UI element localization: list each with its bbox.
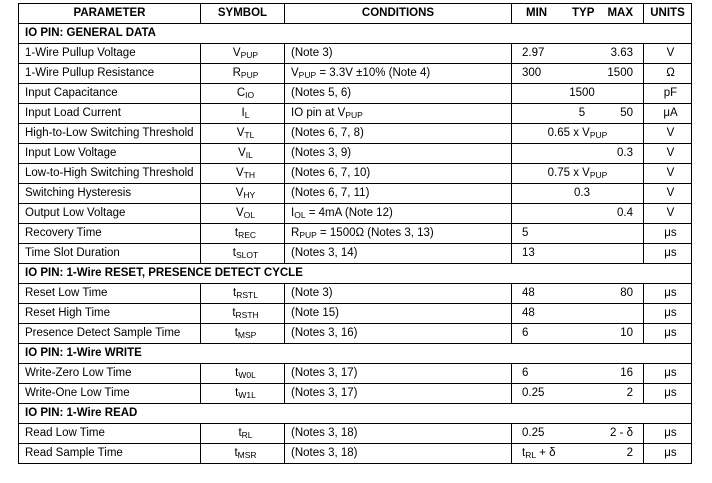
condition-text: = 3.3V ±10% (Note 4) — [316, 67, 431, 79]
min-value — [522, 284, 535, 303]
min-value-text: 0.25 — [522, 427, 545, 439]
symbol-subscript: MSP — [237, 330, 257, 340]
symbol-cell — [201, 364, 285, 384]
units-cell: μs — [644, 244, 692, 264]
typ-value: 0.3 — [574, 187, 590, 199]
symbol-subscript: TL — [244, 130, 255, 140]
min-value — [522, 64, 541, 83]
conditions-cell — [285, 44, 512, 64]
units-cell: μs — [644, 284, 692, 304]
electrical-characteristics-table — [18, 3, 692, 464]
condition-text: (Note 15) — [291, 307, 339, 319]
symbol-subscript: REC — [238, 230, 257, 240]
conditions-cell — [285, 324, 512, 344]
min-typ-max-cell — [512, 44, 644, 64]
header-conditions: CONDITIONS — [285, 4, 512, 24]
min-typ-max-cell — [512, 124, 644, 144]
symbol-base: t — [234, 327, 238, 339]
condition-text: (Notes 6, 7, 10) — [291, 167, 371, 179]
symbol-cell — [201, 284, 285, 304]
max-value: 16 — [620, 367, 633, 379]
max-value: 0.3 — [617, 147, 633, 159]
table-row — [19, 84, 692, 104]
min-typ-max-cell — [512, 144, 644, 164]
condition-text: (Notes 3, 17) — [291, 367, 358, 379]
min-typ-max-cell — [512, 104, 644, 124]
symbol-cell — [201, 304, 285, 324]
parameter-cell: Low-to-High Switching Threshold — [19, 164, 201, 184]
condition-text: (Notes 5, 6) — [291, 87, 352, 99]
symbol-subscript: W0L — [238, 370, 256, 380]
section-title: IO PIN: 1-Wire READ — [19, 404, 692, 424]
max-value: 50 — [620, 107, 633, 119]
symbol-cell — [201, 244, 285, 264]
max-value: 0.4 — [617, 207, 633, 219]
table-row — [19, 384, 692, 404]
min-value-text: 300 — [522, 67, 542, 79]
min-value — [522, 364, 528, 383]
section-title: IO PIN: 1-Wire RESET, PRESENCE DETECT CYCLE — [19, 264, 692, 284]
parameter-cell: Input Low Voltage — [19, 144, 201, 164]
min-value — [522, 384, 544, 403]
section-title: IO PIN: GENERAL DATA — [19, 24, 692, 44]
max-value: 10 — [620, 327, 633, 339]
parameter-cell: Input Capacitance — [19, 84, 201, 104]
parameter-cell: 1-Wire Pullup Voltage — [19, 44, 201, 64]
min-typ-max-cell — [512, 244, 644, 264]
min-value — [522, 444, 556, 463]
header-min-typ-max — [512, 4, 644, 24]
parameter-cell: Input Load Current — [19, 104, 201, 124]
table-row — [19, 224, 692, 244]
table-row — [19, 204, 692, 224]
symbol-base: R — [232, 67, 241, 79]
symbol-cell — [201, 384, 285, 404]
min-value-prefix: t — [522, 447, 526, 459]
parameter-cell: Read Low Time — [19, 424, 201, 444]
min-value — [522, 44, 544, 63]
min-value-text: 5 — [522, 227, 529, 239]
symbol-subscript: RSTL — [236, 290, 258, 300]
parameter-cell: Reset Low Time — [19, 284, 201, 304]
section-header-row — [19, 264, 692, 284]
header-symbol: SYMBOL — [201, 4, 285, 24]
condition-prefix: I — [291, 207, 295, 219]
min-value-text: 13 — [522, 247, 535, 259]
condition-prefix: V — [291, 67, 299, 79]
symbol-cell — [201, 324, 285, 344]
symbol-subscript: MSR — [237, 450, 257, 460]
condition-subscript: PUP — [345, 110, 363, 120]
table-row — [19, 44, 692, 64]
conditions-cell — [285, 64, 512, 84]
units-cell: μs — [644, 384, 692, 404]
min-value-text: 48 — [522, 287, 535, 299]
symbol-cell — [201, 224, 285, 244]
max-value: 80 — [620, 287, 633, 299]
symbol-cell — [201, 44, 285, 64]
parameter-cell: Write-Zero Low Time — [19, 364, 201, 384]
typical-value — [548, 124, 608, 143]
section-header-row — [19, 344, 692, 364]
units-cell: V — [644, 184, 692, 204]
table-body — [19, 24, 692, 464]
condition-subscript: PUP — [298, 70, 317, 80]
units-cell: μs — [644, 304, 692, 324]
symbol-subscript: TH — [243, 170, 255, 180]
parameter-cell: High-to-Low Switching Threshold — [19, 124, 201, 144]
table-row — [19, 244, 692, 264]
min-value — [522, 224, 528, 243]
symbol-base: t — [235, 367, 239, 379]
symbol-base: t — [233, 287, 237, 299]
min-value — [522, 244, 535, 263]
symbol-base: t — [234, 227, 239, 239]
units-cell: V — [644, 124, 692, 144]
condition-subscript: PUP — [299, 230, 317, 240]
section-header-row — [19, 404, 692, 424]
parameter-cell: Reset High Time — [19, 304, 201, 324]
symbol-base: t — [232, 247, 236, 259]
units-cell: μs — [644, 424, 692, 444]
units-cell: V — [644, 164, 692, 184]
min-typ-max-cell — [512, 164, 644, 184]
table-row — [19, 184, 692, 204]
conditions-cell — [285, 424, 512, 444]
min-value-subscript: RL — [525, 450, 537, 460]
condition-text: (Note 3) — [291, 287, 333, 299]
symbol-cell — [201, 204, 285, 224]
header-units: UNITS — [644, 4, 692, 24]
condition-text: (Notes 3, 14) — [291, 247, 358, 259]
min-typ-max-cell — [512, 384, 644, 404]
symbol-cell — [201, 104, 285, 124]
symbol-subscript: IO — [245, 90, 255, 100]
min-value-text: 48 — [522, 307, 535, 319]
max-value: 2 — [626, 387, 633, 399]
parameter-cell: Read Sample Time — [19, 444, 201, 464]
conditions-cell — [285, 244, 512, 264]
symbol-base: V — [238, 147, 246, 159]
condition-text: = 4mA (Note 12) — [305, 207, 393, 219]
symbol-base: t — [232, 307, 236, 319]
min-typ-max-cell — [512, 364, 644, 384]
header-typ: TYP — [572, 7, 595, 19]
symbol-cell — [201, 124, 285, 144]
symbol-cell — [201, 144, 285, 164]
parameter-cell: Write-One Low Time — [19, 384, 201, 404]
min-value — [522, 324, 528, 343]
conditions-cell — [285, 304, 512, 324]
symbol-subscript: OL — [243, 210, 255, 220]
conditions-cell — [285, 184, 512, 204]
symbol-base: t — [234, 447, 238, 459]
symbol-base: V — [235, 207, 244, 219]
units-cell: Ω — [644, 64, 692, 84]
table-row — [19, 324, 692, 344]
conditions-cell — [285, 384, 512, 404]
symbol-subscript: W1L — [238, 390, 256, 400]
typical-value-subscript: PUP — [589, 130, 608, 140]
condition-text: = 1500Ω (Notes 3, 13) — [316, 227, 434, 239]
symbol-base: C — [236, 87, 246, 99]
min-value-text: 6 — [522, 327, 529, 339]
symbol-subscript: L — [244, 110, 250, 120]
min-typ-max-cell — [512, 324, 644, 344]
condition-text: (Notes 3, 16) — [291, 327, 358, 339]
condition-text: IO pin at V — [291, 107, 346, 119]
conditions-cell — [285, 124, 512, 144]
typical-value — [548, 164, 608, 183]
table-row — [19, 424, 692, 444]
table-row — [19, 304, 692, 324]
condition-subscript: OL — [294, 210, 306, 220]
symbol-cell — [201, 184, 285, 204]
table-row — [19, 284, 692, 304]
symbol-subscript: RL — [241, 430, 253, 440]
units-cell: μA — [644, 104, 692, 124]
min-typ-max-cell — [512, 444, 644, 464]
max-value: 2 — [626, 447, 633, 459]
table-row — [19, 124, 692, 144]
symbol-base: t — [238, 427, 242, 439]
max-value: 3.63 — [610, 47, 633, 59]
symbol-base: V — [232, 47, 241, 59]
condition-text: (Notes 3, 18) — [291, 447, 358, 459]
table-row — [19, 364, 692, 384]
parameter-cell: Time Slot Duration — [19, 244, 201, 264]
typical-value-text: 0.65 x V — [547, 127, 590, 139]
table-row — [19, 104, 692, 124]
min-typ-max-cell — [512, 284, 644, 304]
min-value — [522, 304, 535, 323]
min-typ-max-cell — [512, 184, 644, 204]
condition-text: (Notes 3, 9) — [291, 147, 352, 159]
condition-prefix: R — [291, 227, 300, 239]
parameter-cell: Output Low Voltage — [19, 204, 201, 224]
header-max: MAX — [607, 7, 633, 19]
units-cell: pF — [644, 84, 692, 104]
conditions-cell — [285, 204, 512, 224]
max-value: 1500 — [607, 67, 633, 79]
symbol-cell — [201, 64, 285, 84]
units-cell: μs — [644, 224, 692, 244]
symbol-base: V — [235, 167, 244, 179]
condition-text: (Notes 6, 7, 11) — [291, 187, 370, 199]
min-typ-max-cell — [512, 424, 644, 444]
units-cell: μs — [644, 444, 692, 464]
header-parameter: PARAMETER — [19, 4, 201, 24]
min-typ-max-cell — [512, 304, 644, 324]
symbol-base: V — [236, 127, 245, 139]
min-typ-max-cell — [512, 204, 644, 224]
table-row — [19, 144, 692, 164]
typ-value: 1500 — [569, 87, 595, 99]
min-value-text: 2.97 — [522, 47, 545, 59]
section-title: IO PIN: 1-Wire WRITE — [19, 344, 692, 364]
parameter-cell: 1-Wire Pullup Resistance — [19, 64, 201, 84]
min-value-text: + δ — [536, 447, 556, 459]
min-typ-max-cell — [512, 64, 644, 84]
symbol-subscript: PUP — [240, 50, 259, 60]
conditions-cell — [285, 364, 512, 384]
min-value — [522, 424, 544, 443]
min-typ-max-cell — [512, 84, 644, 104]
conditions-cell — [285, 444, 512, 464]
symbol-cell — [201, 84, 285, 104]
parameter-cell: Presence Detect Sample Time — [19, 324, 201, 344]
min-value-text: 6 — [522, 367, 529, 379]
symbol-base: I — [241, 107, 245, 119]
condition-text: (Notes 6, 7, 8) — [291, 127, 364, 139]
symbol-subscript: SLOT — [236, 250, 259, 260]
units-cell: V — [644, 144, 692, 164]
conditions-cell — [285, 224, 512, 244]
symbol-base: V — [235, 187, 244, 199]
units-cell: V — [644, 44, 692, 64]
typical-value-subscript: PUP — [589, 170, 608, 180]
symbol-cell — [201, 164, 285, 184]
conditions-cell — [285, 144, 512, 164]
section-header-row — [19, 24, 692, 44]
units-cell: μs — [644, 324, 692, 344]
condition-text: (Notes 3, 18) — [291, 427, 358, 439]
symbol-base: t — [235, 387, 239, 399]
header-min: MIN — [526, 7, 548, 19]
table-row — [19, 164, 692, 184]
table-row — [19, 444, 692, 464]
conditions-cell — [285, 84, 512, 104]
units-cell: μs — [644, 364, 692, 384]
symbol-subscript: RSTH — [235, 310, 259, 320]
min-value-text: 0.25 — [522, 387, 545, 399]
condition-text: (Note 3) — [291, 47, 333, 59]
parameter-cell: Recovery Time — [19, 224, 201, 244]
symbol-subscript: PUP — [240, 70, 259, 80]
table-row — [19, 64, 692, 84]
symbol-cell — [201, 424, 285, 444]
symbol-subscript: HY — [243, 190, 256, 200]
typ-value: 5 — [578, 107, 586, 119]
symbol-subscript: IL — [245, 150, 253, 160]
condition-text: (Notes 3, 17) — [291, 387, 358, 399]
conditions-cell — [285, 164, 512, 184]
conditions-cell — [285, 104, 512, 124]
header-row — [19, 4, 692, 24]
units-cell: V — [644, 204, 692, 224]
min-typ-max-cell — [512, 224, 644, 244]
symbol-cell — [201, 444, 285, 464]
conditions-cell — [285, 284, 512, 304]
typical-value-text: 0.75 x V — [547, 167, 590, 179]
max-value: 2 - δ — [609, 427, 633, 439]
parameter-cell: Switching Hysteresis — [19, 184, 201, 204]
